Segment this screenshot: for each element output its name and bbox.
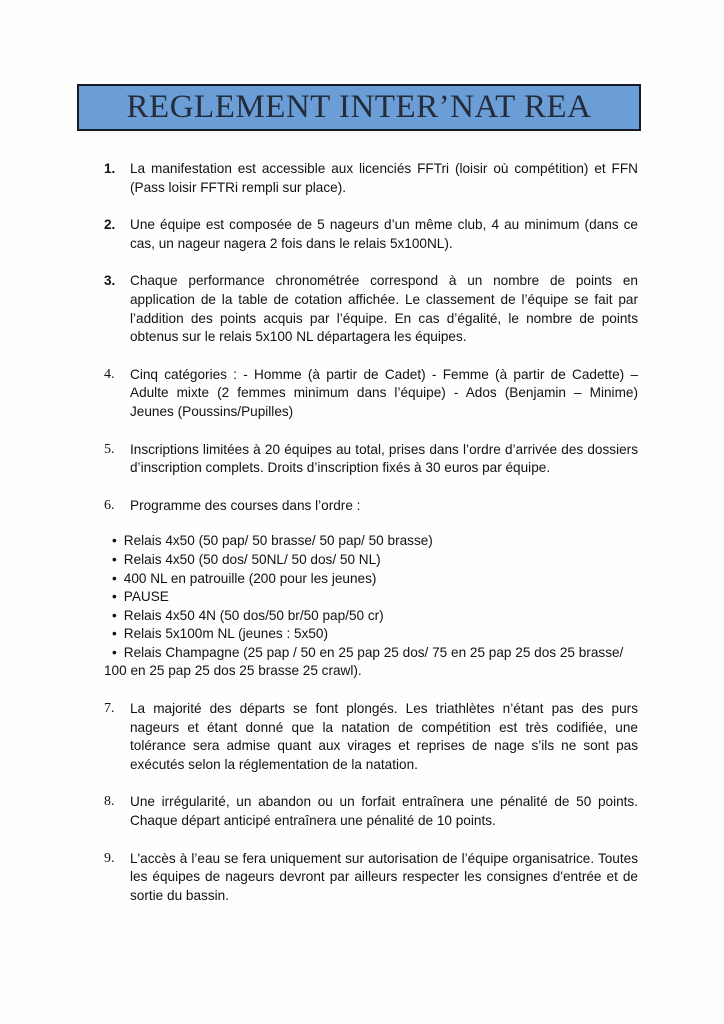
bullet-text: Relais 5x100m NL (jeunes : 5x50) [123, 626, 329, 642]
bullet-text: Relais 4x50 (50 dos/ 50NL/ 50 dos/ 50 NL) [123, 551, 381, 567]
bullet-icon: • [112, 589, 117, 605]
list-item [104, 588, 638, 607]
list-item [104, 532, 638, 551]
item-number: 7. [104, 701, 115, 717]
regulation-list [104, 160, 638, 924]
bullet-icon: • [112, 626, 117, 642]
page-title: REGLEMENT INTER’NAT REA [126, 89, 592, 125]
item-text: Chaque performance chronométrée correspond à un nombre de points en application de la table de cotation affichée. Le classement de l’équipe se fait par l’addition des points acquis par l’équipe. En cas d’égalité, le nombre de points obtenus sur le relais 5x100 NL départagera les équipes. [130, 273, 638, 345]
item-number: 2. [104, 217, 116, 233]
list-item [104, 570, 638, 589]
item-text: La manifestation est accessible aux licenciés FFTri (loisir où compétition) et FFN (Pass loisir FFTRi rempli sur place). [130, 161, 638, 195]
bullet-icon: • [112, 607, 117, 623]
bullet-text: PAUSE [123, 589, 169, 605]
item-number: 3. [104, 273, 116, 289]
bullet-text: Relais 4x50 (50 pap/ 50 brasse/ 50 pap/ 50 brasse) [123, 533, 433, 549]
rule-item-1 [104, 160, 638, 197]
item-number: 9. [104, 850, 115, 866]
title-banner [77, 84, 641, 131]
item-text: La majorité des départs se font plongés. Les triathlètes n’étant pas des purs nageurs et étant donné que la natation de compétition est très codifiée, une tolérance sera admise quant aux virages et reprises de nage s’ils ne sont pas exécutés selon la réglementation de la natation. [130, 701, 638, 772]
bullet-text: Relais Champagne (25 pap / 50 en 25 pap 25 dos/ 75 en 25 pap 25 dos 25 brasse/ 100 en 25 pap 25 dos 25 brasse 25 crawl). [104, 644, 624, 679]
item-number: 8. [104, 794, 115, 810]
course-list [104, 532, 638, 681]
item-number: 6. [104, 497, 115, 513]
list-item [104, 607, 638, 626]
list-item [104, 644, 638, 681]
rule-item-9 [104, 850, 638, 906]
rule-item-4 [104, 366, 638, 422]
bullet-icon: • [112, 533, 117, 549]
item-text: Programme des courses dans l’ordre : [130, 497, 361, 513]
rule-item-2 [104, 216, 638, 253]
item-text: L'accès à l’eau se fera uniquement sur autorisation de l’équipe organisatrice. Toutes les équipes de nageurs devront par ailleurs respecter les consignes d'entrée et de sortie du bassin. [130, 850, 638, 903]
bullet-text: Relais 4x50 4N (50 dos/50 br/50 pap/50 cr) [123, 607, 384, 623]
bullet-icon: • [112, 644, 117, 660]
item-text: Une irrégularité, un abandon ou un forfait entraînera une pénalité de 50 points. Chaque départ anticipé entraînera une pénalité de 10 points. [130, 794, 638, 829]
bullet-icon: • [112, 551, 117, 567]
item-number: 4. [104, 366, 115, 382]
rule-item-3 [104, 272, 638, 346]
item-text: Une équipe est composée de 5 nageurs d’un même club, 4 au minimum (dans ce cas, un nageur nagera 2 fois dans le relais 5x100NL). [130, 217, 638, 251]
list-item [104, 551, 638, 570]
bullet-text: 400 NL en patrouille (200 pour les jeunes) [123, 570, 377, 586]
list-item [104, 625, 638, 644]
rule-item-7 [104, 700, 638, 774]
item-text: Inscriptions limitées à 20 équipes au total, prises dans l’ordre d’arrivée des dossiers d’inscription complets. Droits d’inscription fixés à 30 euros par équipe. [130, 441, 638, 476]
item-number: 5. [104, 441, 115, 457]
rule-item-6 [104, 497, 638, 516]
rule-item-8 [104, 793, 638, 830]
item-text: Cinq catégories : - Homme (à partir de Cadet) - Femme (à partir de Cadette) – Adulte mixte (2 femmes minimum dans l’équipe) - Ados (Benjamin – Minime) Jeunes (Poussins/Pupilles) [130, 366, 638, 419]
item-number: 1. [104, 161, 116, 176]
bullet-icon: • [112, 570, 117, 586]
rule-item-5 [104, 441, 638, 478]
